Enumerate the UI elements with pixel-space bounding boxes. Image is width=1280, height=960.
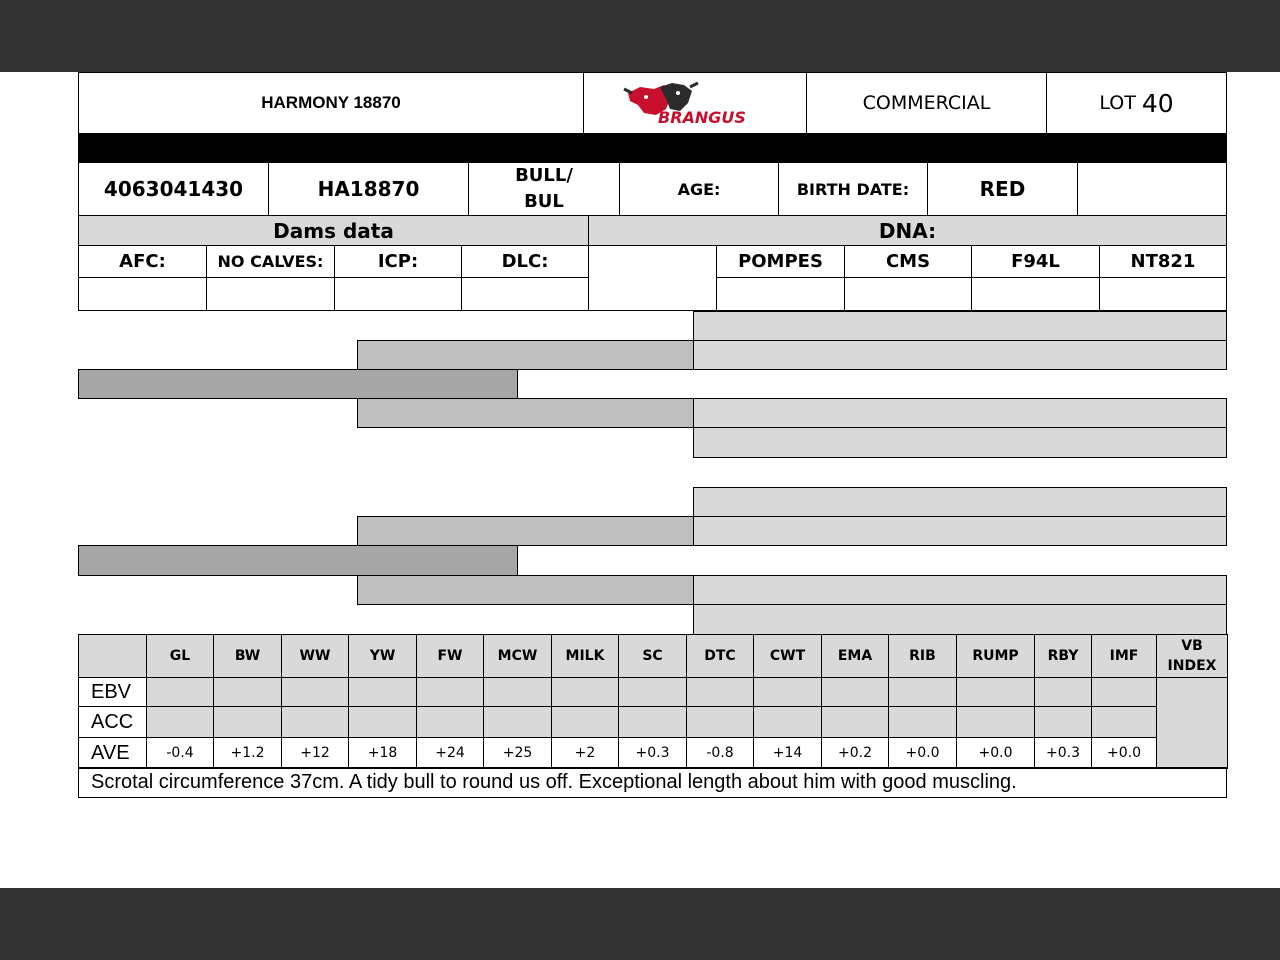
ave-ema-value: +0.2 [821, 737, 889, 769]
brangus-logo [583, 72, 807, 134]
ave-rump-value: +0.0 [956, 737, 1035, 769]
pedigree-sire-dam-dam [693, 427, 1227, 458]
ebv-dtc-value [686, 677, 754, 707]
ave-cwt-value: +14 [753, 737, 822, 769]
ebv-header-ema: EMA [821, 634, 889, 678]
acc-fw-value [416, 706, 484, 738]
f94l-label: F94L [971, 245, 1100, 278]
row-label-ebv: EBV [78, 677, 147, 707]
ebv-header-milk: MILK [551, 634, 619, 678]
dams-data-title: Dams data [78, 215, 589, 246]
ebv-ema-value [821, 677, 889, 707]
sex-label: BULL/ BUL [468, 162, 620, 216]
ave-gl-value: -0.4 [146, 737, 214, 769]
ave-dtc-value: -0.8 [686, 737, 754, 769]
age-label: AGE: [619, 162, 779, 216]
no-calves-label: NO CALVES: [206, 245, 335, 278]
ave-sc-value: +0.3 [618, 737, 687, 769]
acc-imf-value [1091, 706, 1157, 738]
ave-fw-value: +24 [416, 737, 484, 769]
lot-prefix: LOT [1099, 92, 1136, 114]
ave-rby-value: +0.3 [1034, 737, 1092, 769]
ebv-fw-value [416, 677, 484, 707]
pedigree-sire [78, 369, 518, 399]
ebv-header-dtc: DTC [686, 634, 754, 678]
ebv-bw-value [213, 677, 282, 707]
pedigree-dam-sire-sire [693, 487, 1227, 517]
pedigree-dam [78, 545, 518, 576]
cms-label: CMS [844, 245, 972, 278]
acc-rib-value [888, 706, 957, 738]
ebv-header-fw: FW [416, 634, 484, 678]
comments: Scrotal circumference 37cm. A tidy bull to round us off. Exceptional length about him with good muscling. [78, 767, 1227, 798]
ebv-header-gl: GL [146, 634, 214, 678]
acc-gl-value [146, 706, 214, 738]
ebv-mcw-value [483, 677, 552, 707]
lot-number: 40 [1141, 88, 1174, 118]
acc-mcw-value [483, 706, 552, 738]
pedigree-dam-dam-dam [693, 604, 1227, 635]
tag-number: HA18870 [268, 162, 469, 216]
acc-ema-value [821, 706, 889, 738]
ave-yw-value: +18 [348, 737, 417, 769]
ave-rib-value: +0.0 [888, 737, 957, 769]
dna-spacer-cell [588, 245, 717, 311]
ebv-header-sc: SC [618, 634, 687, 678]
ebv-rib-value [888, 677, 957, 707]
icp-label: ICP: [334, 245, 462, 278]
icp-value [334, 277, 462, 311]
acc-sc-value [618, 706, 687, 738]
ebv-header-cwt: CWT [753, 634, 822, 678]
pedigree-dam-dam-sire [693, 575, 1227, 605]
pompes-value [716, 277, 845, 311]
ebv-milk-value [551, 677, 619, 707]
ebv-rby-value [1034, 677, 1092, 707]
ebv-imf-value [1091, 677, 1157, 707]
ebv-gl-value [146, 677, 214, 707]
pedigree-dam-sire-dam [693, 516, 1227, 546]
lot-label [1046, 72, 1227, 134]
acc-dtc-value [686, 706, 754, 738]
nt821-value [1099, 277, 1227, 311]
ave-bw-value: +1.2 [213, 737, 282, 769]
afc-label: AFC: [78, 245, 207, 278]
pedigree-sire-dam-sire [693, 398, 1227, 428]
colour-value: RED [927, 162, 1078, 216]
ebv-header-imf: IMF [1091, 634, 1157, 678]
logo-wordmark: BRANGUS [658, 108, 746, 127]
ave-mcw-value: +25 [483, 737, 552, 769]
ebv-header-bw: BW [213, 634, 282, 678]
row-label-ave: AVE [78, 737, 147, 769]
blank-cell [1077, 162, 1227, 216]
vb-index-header: VB INDEX [1156, 634, 1228, 678]
cms-value [844, 277, 972, 311]
registration-number: 4063041430 [78, 162, 269, 216]
afc-value [78, 277, 207, 311]
pedigree-sire-sire-sire [693, 311, 1227, 341]
pedigree-dam-sire [357, 516, 694, 546]
ebv-yw-value [348, 677, 417, 707]
ebv-header-mcw: MCW [483, 634, 552, 678]
ebv-sc-value [618, 677, 687, 707]
ave-milk-value: +2 [551, 737, 619, 769]
acc-yw-value [348, 706, 417, 738]
pedigree-sire-sire [357, 340, 694, 370]
black-divider [78, 133, 1227, 163]
pedigree-dam-dam [357, 575, 694, 605]
ebv-header-rib: RIB [888, 634, 957, 678]
category-label: COMMERCIAL [806, 72, 1047, 134]
f94l-value [971, 277, 1100, 311]
no-calves-value [206, 277, 335, 311]
ebv-header-yw: YW [348, 634, 417, 678]
nt821-label: NT821 [1099, 245, 1227, 278]
ebv-header-ww: WW [281, 634, 349, 678]
acc-cwt-value [753, 706, 822, 738]
acc-rby-value [1034, 706, 1092, 738]
ave-imf-value: +0.0 [1091, 737, 1157, 769]
bull-head-icon [620, 79, 770, 127]
pedigree-sire-sire-dam [693, 340, 1227, 370]
ebv-rump-value [956, 677, 1035, 707]
ebv-corner-cell [78, 634, 147, 678]
ebv-header-rby: RBY [1034, 634, 1092, 678]
animal-name: HARMONY 18870 [78, 72, 584, 134]
ave-ww-value: +12 [281, 737, 349, 769]
ebv-header-rump: RUMP [956, 634, 1035, 678]
acc-rump-value [956, 706, 1035, 738]
ebv-ww-value [281, 677, 349, 707]
acc-bw-value [213, 706, 282, 738]
vb-index-value [1156, 677, 1228, 769]
dlc-label: DLC: [461, 245, 589, 278]
pedigree-sire-dam [357, 398, 694, 428]
birth-date-label: BIRTH DATE: [778, 162, 928, 216]
ebv-cwt-value [753, 677, 822, 707]
dlc-value [461, 277, 589, 311]
dna-title: DNA: [588, 215, 1227, 246]
row-label-acc: ACC [78, 706, 147, 738]
acc-ww-value [281, 706, 349, 738]
acc-milk-value [551, 706, 619, 738]
pompes-label: POMPES [716, 245, 845, 278]
